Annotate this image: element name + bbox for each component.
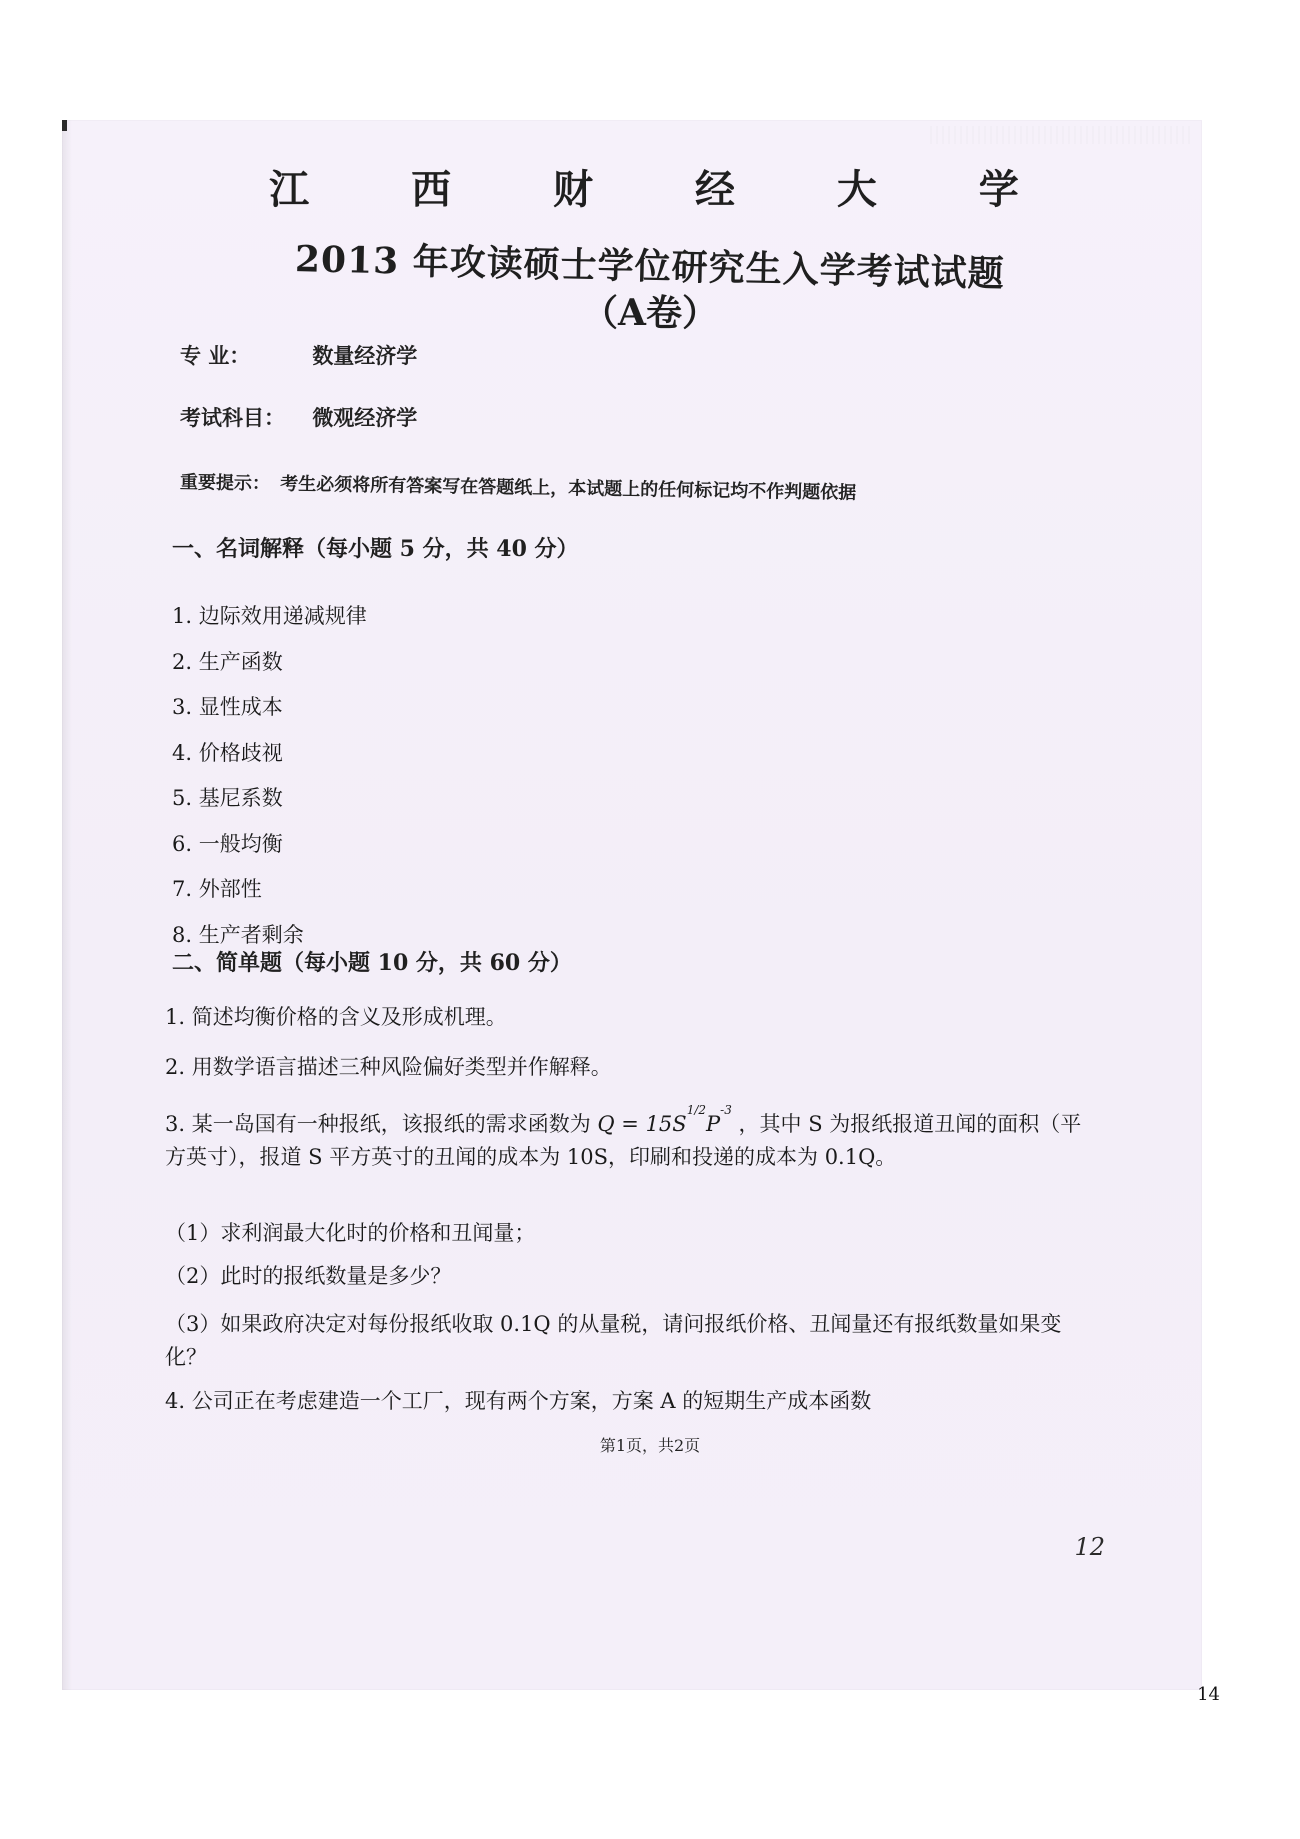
question-3-prefix: 3. 某一岛国有一种报纸，该报纸的需求函数为 [165, 1112, 591, 1136]
definition-item: 8. 生产者剩余 [172, 922, 304, 947]
question-3 [165, 1103, 1085, 1173]
demand-function-base: Q = 15S [597, 1112, 687, 1136]
question-4: 4. 公司正在考虑建造一个工厂，现有两个方案，方案 A 的短期生产成本函数 [165, 1389, 872, 1413]
definition-item: 2. 生产函数 [172, 649, 283, 674]
definition-list [172, 594, 367, 958]
definition-item: 6. 一般均衡 [172, 831, 283, 856]
section-title-definitions: 一、名词解释（每小题 5 分，共 40 分） [172, 536, 579, 562]
subject-line [180, 402, 417, 432]
major-line [180, 340, 417, 370]
notice-text: 考生必须将所有答案写在答题纸上，本试题上的任何标记均不作判题依据 [280, 473, 857, 504]
short-answer-item: 2. 用数学语言描述三种风险偏好类型并作解释。 [165, 1055, 612, 1079]
handwritten-page-number: 12 [1074, 1533, 1105, 1561]
demand-function-price-exponent: -3 [720, 1103, 732, 1117]
section-title-short-answer: 二、简单题（每小题 10 分，共 60 分） [172, 950, 572, 976]
short-answer-item: 1. 简述均衡价格的含义及形成机理。 [165, 1005, 507, 1029]
major-label: 专 业： [180, 343, 251, 368]
question-3-suffix: ，其中 S 为报纸报道丑闻的面积（平方英寸），报道 S 平方英寸的丑闻的成本为 10S，印刷和投递的成本为 0.1Q。 [165, 1112, 1082, 1169]
question-3-subitem: （3）如果政府决定对每份报纸收取 0.1Q 的从量税，请问报纸价格、丑闻量还有报纸数量如果变化？ [165, 1312, 1062, 1369]
definition-item: 7. 外部性 [172, 877, 262, 901]
demand-function-price: P [706, 1112, 721, 1136]
page-footer: 第1页，共2页 [599, 1436, 701, 1455]
paper-version: （A卷） [582, 292, 718, 334]
exam-title: 2013 年攻读硕士学位研究生入学考试试题 [294, 238, 1006, 296]
demand-function-formula [597, 1103, 738, 1136]
subject-label: 考试科目： [180, 405, 285, 430]
definition-item: 5. 基尼系数 [172, 786, 283, 810]
demand-function-exponent: 1/2 [686, 1103, 706, 1117]
subject-value: 微观经济学 [312, 405, 418, 430]
scan-corner-mark [62, 120, 67, 131]
university-title: 江 西 财 经 大 学 [269, 166, 1063, 213]
definition-item: 1. 边际效用递减规律 [172, 604, 367, 628]
definition-item: 4. 价格歧视 [172, 740, 283, 765]
major-value: 数量经济学 [312, 343, 418, 368]
notice-label: 重要提示： [179, 472, 271, 495]
question-3-subitem: （1）求利润最大化时的价格和丑闻量； [165, 1221, 536, 1245]
outer-page-number: 14 [1197, 1684, 1220, 1705]
definition-item: 3. 显性成本 [172, 695, 283, 719]
question-3-subitem: （2）此时的报纸数量是多少？ [165, 1264, 452, 1288]
